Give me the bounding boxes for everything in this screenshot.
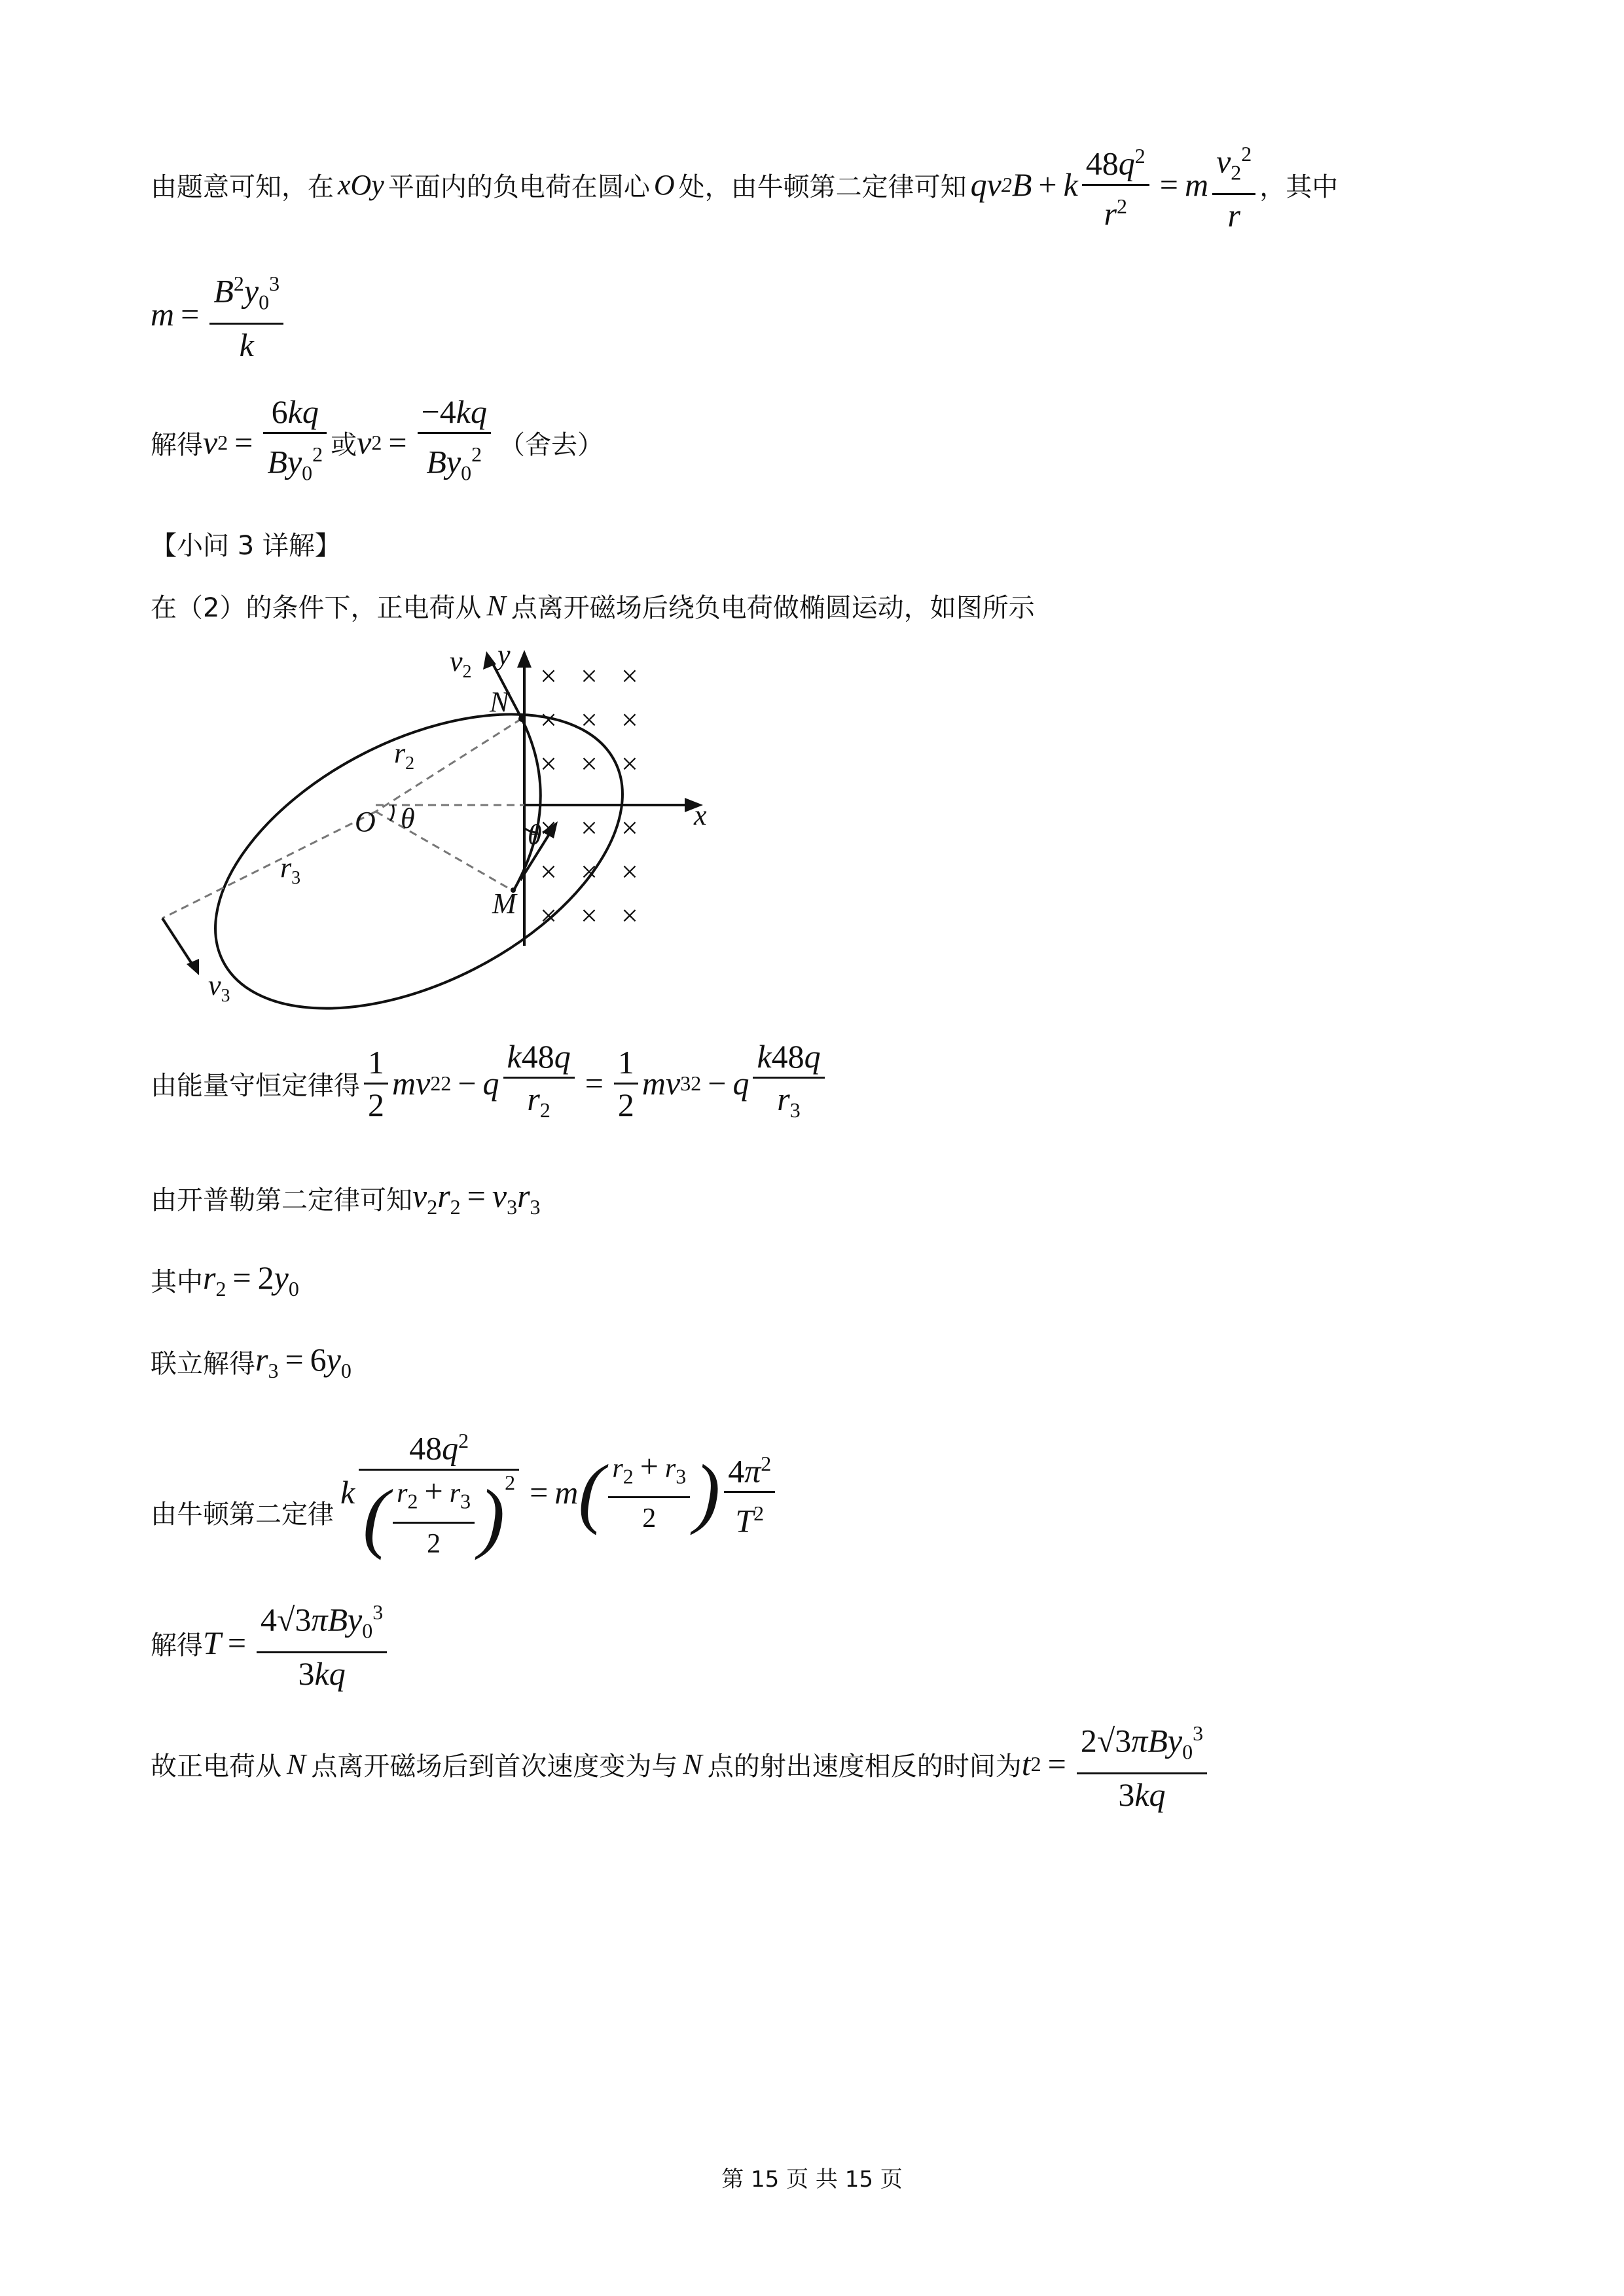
- cross: ×: [581, 747, 598, 780]
- formula-m: m = $\frac{B^2y_0^3}{k}$: [151, 268, 287, 360]
- cross: ×: [581, 855, 598, 888]
- label-r3: $r_3$: [280, 852, 301, 888]
- text-discard: （舍去）: [498, 429, 604, 460]
- text-plane: 平面内的负电荷在圆心: [388, 171, 650, 202]
- cross: ×: [621, 747, 638, 780]
- formula-newton: qv 2 B + k $\frac{48q^2}{r^2}$ = m $\frac{v_2^2}{r}$: [971, 134, 1260, 236]
- line-solve-t: 解得 T = $\frac{4√3\pi By_0^3}{3kq}$: [151, 1597, 391, 1689]
- cross: ×: [621, 855, 638, 888]
- section-header-q3: 【小问 3 详解】: [151, 530, 341, 561]
- cross: ×: [540, 703, 557, 736]
- cross: ×: [621, 899, 638, 932]
- cross: ×: [581, 703, 598, 736]
- text-newton: 处，由牛顿第二定律可知: [678, 171, 967, 202]
- cross: ×: [540, 899, 557, 932]
- line-r3: 联立解得 $r_3 = 6y_0$: [151, 1340, 352, 1382]
- figure-ellipse-orbit: [131, 638, 720, 1018]
- cross: ×: [540, 855, 557, 888]
- label-r2: $r_2$: [394, 737, 415, 774]
- text-intro: 由题意可知，在: [151, 171, 334, 202]
- math-xoy: xOy: [338, 168, 384, 201]
- label-o: O: [355, 806, 376, 838]
- label-v3: $v_3$: [208, 969, 230, 1006]
- v3-arrowhead: [187, 959, 199, 975]
- cross: ×: [581, 899, 598, 932]
- text-where: ，其中: [1259, 171, 1339, 202]
- label-theta-o: θ: [401, 802, 415, 834]
- v3-arrow-line: [162, 918, 195, 969]
- line-newton-period: 由牛顿第二定律 k $48q^2$ ( $\frac{r_2 + r_3}{2}$ ) $^2$ = m ( $\frac{r_2 + r_3}{2}$ ) $\frac{4\pi^2}{T^2}$: [151, 1417, 779, 1568]
- line-intro-q3: 在（2）的条件下，正电荷从 N 点离开磁场后绕负电荷做椭圆运动，如图所示: [151, 589, 1035, 623]
- om-line: [376, 812, 512, 890]
- line-r2: 其中 $r_2 = 2y_0$: [151, 1259, 299, 1300]
- line-final: 故正电荷从 N 点离开磁场后到首次速度变为与 N 点的射出速度相反的时间为 t 2 = $\frac{2√3\pi By_0^3}{3kq}$: [151, 1718, 1211, 1810]
- cross: ×: [621, 703, 638, 736]
- cross: ×: [621, 659, 638, 692]
- label-theta-m: θ: [528, 819, 542, 851]
- label-n: N: [490, 686, 509, 718]
- label-m: M: [492, 888, 516, 920]
- line-newton-equation: [151, 139, 1339, 234]
- r3-line: [162, 812, 376, 918]
- label-v2: $v_2$: [450, 645, 472, 682]
- label-y: y: [497, 639, 511, 671]
- math-o: O: [653, 168, 675, 201]
- cross: ×: [540, 659, 557, 692]
- line-solve-v2: 解得 v 2 = $\frac{6kq}{By_0^2}$ 或 v 2 = $\frac{-4kq}{By_0^2}$ （舍去）: [151, 393, 604, 485]
- line-energy: 由能量守恒定律得 $\frac{1}{2}$ mv 2 2 − q $\frac{k48q}{r_2}$ = $\frac{1}{2}$ mv 3 2 − q $\frac{k48q}{r_3}$: [151, 1037, 829, 1129]
- text-or: 或: [331, 429, 357, 460]
- line-kepler: 由开普勒第二定律可知 $v_2r_2 = v_3r_3$: [151, 1177, 541, 1219]
- page-footer: 第 15 页 共 15 页: [721, 2166, 903, 2193]
- cross: ×: [540, 747, 557, 780]
- label-x: x: [694, 799, 707, 831]
- cross: ×: [581, 811, 598, 844]
- cross: ×: [540, 811, 557, 844]
- cross: ×: [621, 811, 638, 844]
- text-solve: 解得: [151, 429, 203, 460]
- cross: ×: [581, 659, 598, 692]
- y-axis-arrow: [517, 650, 532, 668]
- theta-arc-o: [390, 805, 393, 821]
